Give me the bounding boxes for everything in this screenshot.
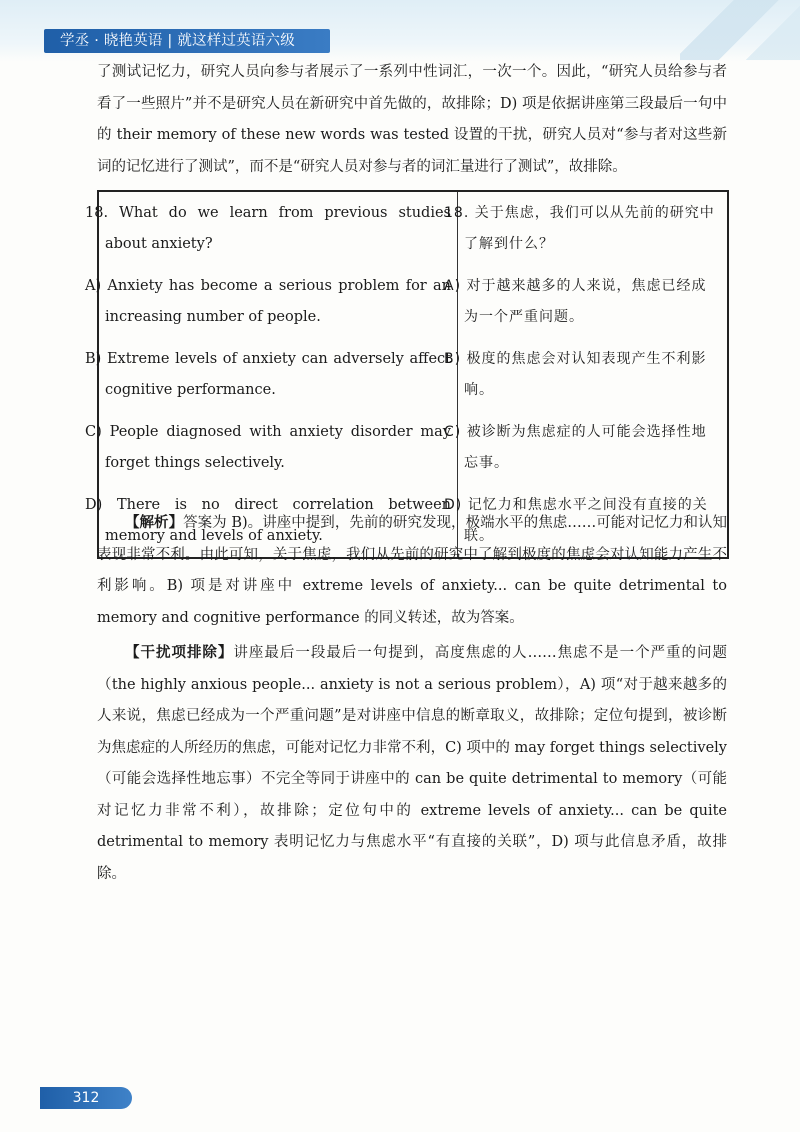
header-decoration [680,0,800,60]
analysis-text: 答案为 B)。讲座中提到，先前的研究发现，极端水平的焦虑……可能对记忆力和认知表现非常不利。由此可知，关于焦虑，我们从先前的研究中了解到极度的焦虑会对认知能力产生不利影响。B) 项是对讲座中 extreme levels of anxiety... can be quite detrimental to memory and cognitive performance 的同义转述，故为答案。 [97,515,727,626]
option-row-c [98,411,728,484]
distractor-tag: 【干扰项排除】 [125,645,234,661]
question-table [85,190,729,559]
distractor-text: 讲座最后一段最后一句提到，高度焦虑的人……焦虑不是一个严重的问题（the highly anxious people... anxiety is not a serious problem），A) 项“对于越来越多的人来说，焦虑已经成为一个严重问题”是对讲座中信息的断章取义，故排除；定位句提到，被诊断为焦虑症的人所经历的焦虑，可能对记忆力非常不利，C) 项中的 may forget things selectively（可能会选择性地忘事）不完全等同于讲座中的 can be quite detrimental to memory（可能对记忆力非常不利），故排除；定位句中的 extreme levels of anxiety... can be quite detrimental to memory 表明记忆力与焦虑水平“有直接的关联”，D) 项与此信息矛盾，故排除。 [97,645,727,882]
analysis-paragraph [97,508,727,634]
page-number: 312 [40,1087,132,1109]
intro-paragraph [97,57,727,183]
option-c-zh: C) 被诊断为焦虑症的人可能会选择性地忘事。 [458,411,729,484]
question-row [98,191,728,265]
option-a-zh: A) 对于越来越多的人来说，焦虑已经成为一个严重问题。 [458,265,729,338]
header-banner: 学丞 · 晓艳英语 | 就这样过英语六级 [44,29,330,53]
option-row-b [98,338,728,411]
option-a-en: A) Anxiety has become a serious problem for an increasing number of people. [85,278,451,325]
analysis-tag: 【解析】 [125,515,184,531]
distractor-paragraph [97,638,727,890]
question-en: 18. What do we learn from previous studies about anxiety? [85,205,451,252]
option-b-zh: B) 极度的焦虑会对认知表现产生不利影响。 [458,338,729,411]
question-zh: 18. 关于焦虑，我们可以从先前的研究中了解到什么？ [458,191,729,265]
option-d-zh: D) 记忆力和焦虑水平之间没有直接的关联。 [458,484,729,558]
intro-text: 了测试记忆力，研究人员向参与者展示了一系列中性词汇，一次一个。因此，“研究人员给参与者看了一些照片”并不是研究人员在新研究中首先做的，故排除；D) 项是依据讲座第三段最后一句中的 their memory of these new words was tested 设置的干扰，研究人员对“参与者对这些新词的记忆进行了测试”，而不是“研究人员对参与者的词汇量进行了测试”，故排除。 [97,64,727,175]
option-b-en: B) Extreme levels of anxiety can adversely affect cognitive performance. [85,351,451,398]
option-d-en: D) There is no direct correlation between memory and levels of anxiety. [85,497,451,544]
option-row-a [98,265,728,338]
option-c-en: C) People diagnosed with anxiety disorder may forget things selectively. [85,424,451,471]
